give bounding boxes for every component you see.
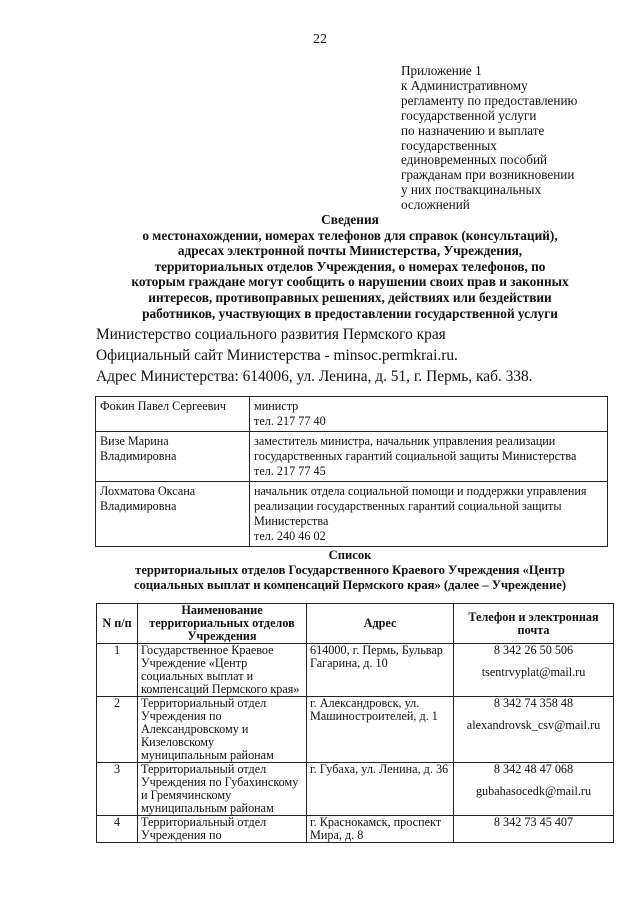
page-number: 22 <box>313 32 327 47</box>
office-address: 614000, г. Пермь, Бульвар Гагарина, д. 10 <box>307 644 454 697</box>
appendix-line: государственной услуги <box>401 107 537 123</box>
office-contacts <box>454 697 614 763</box>
appendix-line: осложнений <box>401 197 470 213</box>
contact-phone: тел. 217 77 45 <box>254 464 326 478</box>
contact-details <box>250 482 608 547</box>
office-phone: 8 342 26 50 506 <box>493 643 574 657</box>
heading-line: Сведения <box>321 212 379 227</box>
table-row <box>97 697 614 763</box>
appendix-line: у них поствакцинальных <box>401 182 542 198</box>
ministry-website: Официальный сайт Министерства - minsoc.permkrai.ru. <box>96 347 458 364</box>
appendix-line: Приложение 1 <box>401 63 482 78</box>
heading-line: территориальных отделов Учреждения, о номерах телефонов, по <box>154 258 546 274</box>
list-heading-line: Список <box>328 548 372 562</box>
office-name: Территориальный отдел Учреждения по Губахинскому и Гремячинскому муниципальным районам <box>138 763 307 816</box>
appendix-line: единовременных пособий <box>401 152 548 168</box>
office-phone: 8 342 48 47 068 <box>493 762 574 776</box>
column-header-phone: Телефон и электронная почта <box>454 604 614 644</box>
contact-position: министр <box>254 399 299 413</box>
appendix-note <box>401 64 621 213</box>
table-header-row <box>97 604 614 644</box>
office-contacts <box>454 644 614 697</box>
column-header-name: Наименование территориальных отделов Учреждения <box>138 604 307 644</box>
office-phone: 8 342 74 358 48 <box>493 696 574 710</box>
info-heading <box>100 212 600 321</box>
list-heading-line: территориальных отделов Государственного Краевого Учреждения «Центр <box>135 562 565 577</box>
office-num: 4 <box>97 816 138 843</box>
table-row <box>97 644 614 697</box>
office-num: 2 <box>97 697 138 763</box>
office-email: alexandrovsk_csv@mail.ru <box>466 718 601 732</box>
table-row <box>96 397 608 432</box>
office-email: gubahasocedk@mail.ru <box>475 784 592 798</box>
appendix-line: государственных <box>401 137 497 153</box>
heading-line: адресах электронной почты Министерства, Учреждения, <box>177 243 523 259</box>
office-name: Территориальный отдел Учреждения по <box>138 816 307 843</box>
contact-name: Фокин Павел Сергеевич <box>96 397 250 432</box>
office-name: Государственное Краевое Учреждение «Центр социальных выплат и компенсаций Пермского края» <box>138 644 307 697</box>
contact-phone: тел. 217 77 40 <box>254 414 326 428</box>
table-row <box>97 763 614 816</box>
appendix-line: гражданам при возникновении <box>401 167 575 183</box>
office-phone: 8 342 73 45 407 <box>493 815 574 829</box>
contact-details <box>250 397 608 432</box>
contact-name: Визе Марина Владимировна <box>96 432 250 482</box>
appendix-line: по назначению и выплате <box>401 122 545 138</box>
contact-position: начальник отдела социальной помощи и поддержки управления реализации государственных гарантий социальной защиты Министерства <box>254 484 587 528</box>
contact-name: Лохматова Оксана Владимировна <box>96 482 250 547</box>
contact-details <box>250 432 608 482</box>
contact-phone: тел. 240 46 02 <box>254 529 326 543</box>
offices-list-heading <box>60 548 640 592</box>
office-name: Территориальный отдел Учреждения по Александровскому и Кизеловскому муниципальным районам <box>138 697 307 763</box>
column-header-address: Адрес <box>307 604 454 644</box>
heading-line: работников, участвующих в предоставлении государственной услуги <box>142 305 558 321</box>
contact-position: заместитель министра, начальник управления реализации государственных гарантий социальной защиты Министерства <box>254 434 577 463</box>
office-address: г. Губаха, ул. Ленина, д. 36 <box>307 763 454 816</box>
table-row <box>97 816 614 843</box>
appendix-line: регламенту по предоставлению <box>401 92 578 108</box>
table-row <box>96 482 608 547</box>
office-contacts <box>454 763 614 816</box>
office-contacts <box>454 816 614 843</box>
heading-line: которым граждане могут сообщить о нарушении своих прав и законных <box>131 274 569 290</box>
offices-table <box>96 603 614 843</box>
table-row <box>96 432 608 482</box>
heading-line: интересов, противоправных решениях, действиях или бездействии <box>148 289 552 305</box>
contacts-table <box>95 396 608 547</box>
ministry-info <box>96 324 533 387</box>
ministry-name: Министерство социального развития Пермского края <box>96 326 446 343</box>
office-address: г. Александровск, ул. Машиностроителей, д. 1 <box>307 697 454 763</box>
office-address: г. Краснокамск, проспект Мира, д. 8 <box>307 816 454 843</box>
office-num: 1 <box>97 644 138 697</box>
column-header-num: N п/п <box>97 604 138 644</box>
appendix-line: к Административному <box>401 77 528 93</box>
ministry-address: Адрес Министерства: 614006, ул. Ленина, д. 51, г. Пермь, каб. 338. <box>96 368 533 385</box>
office-email: tsentrvyplat@mail.ru <box>481 665 586 679</box>
list-heading-line: социальных выплат и компенсаций Пермского края» (далее – Учреждение) <box>133 577 567 592</box>
office-num: 3 <box>97 763 138 816</box>
heading-line: о местонахождении, номерах телефонов для справок (консультаций), <box>142 227 558 243</box>
